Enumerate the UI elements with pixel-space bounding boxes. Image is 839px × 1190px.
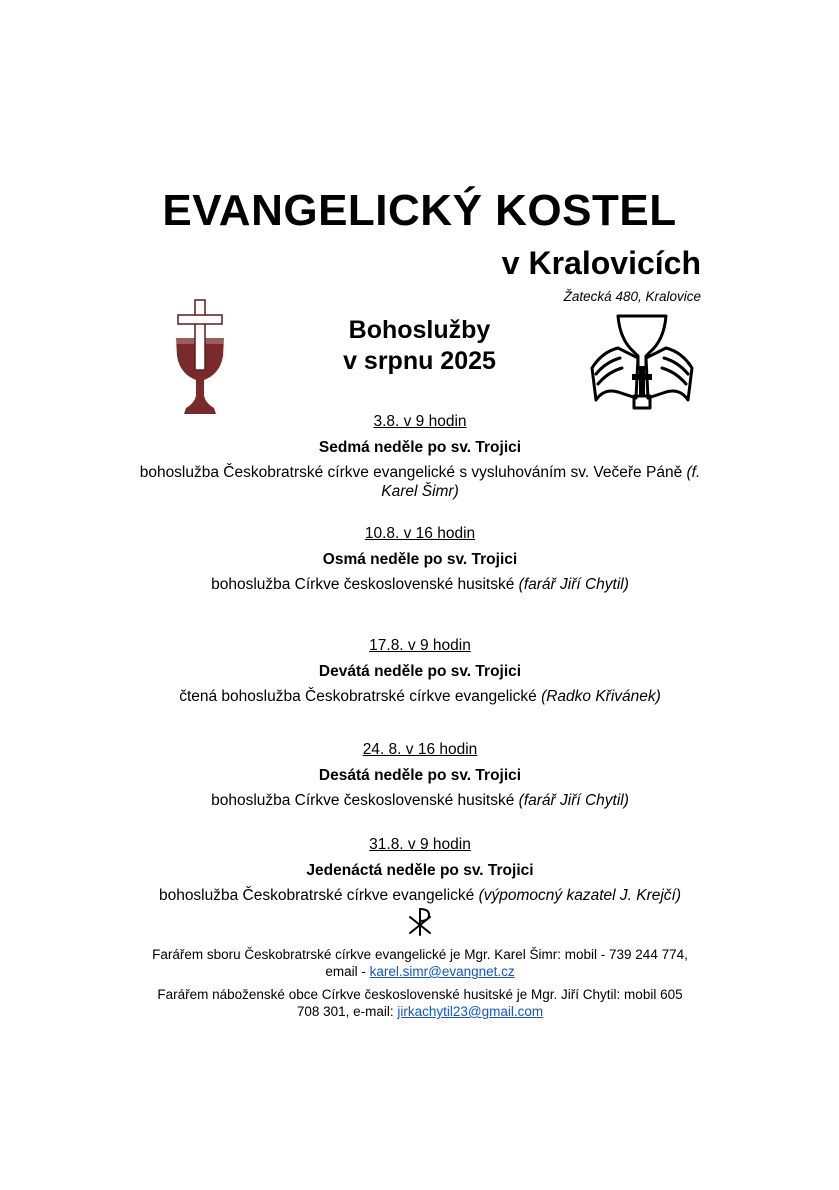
service-desc-text: bohoslužba Českobratrské církve evangelické bbox=[158, 887, 475, 904]
contact-hussite bbox=[120, 986, 720, 1020]
service-name: Sedmá neděle po sv. Trojici bbox=[318, 439, 522, 456]
service-date: 10.8. v 16 hodin bbox=[364, 525, 476, 542]
headline-line-1: Bohoslužby bbox=[348, 316, 491, 344]
email-link[interactable]: jirkachytil23@gmail.com bbox=[397, 1004, 544, 1019]
chi-rho-icon bbox=[407, 905, 433, 937]
service-description bbox=[120, 687, 720, 706]
service-date: 24. 8. v 16 hodin bbox=[362, 741, 478, 758]
contact-email-prefix: email - bbox=[325, 964, 370, 979]
service-item bbox=[120, 740, 720, 835]
service-item bbox=[120, 524, 720, 636]
service-officiant: (farář Jiří Chytil) bbox=[518, 576, 629, 593]
contact-email-prefix: 708 301, e-mail: bbox=[296, 1004, 398, 1019]
service-desc-text: čtená bohoslužba Českobratrské církve evangelické bbox=[179, 688, 537, 705]
service-description bbox=[120, 463, 720, 501]
service-officiant: (f. Karel Šimr) bbox=[381, 464, 701, 500]
service-officiant: (Radko Křivánek) bbox=[541, 688, 661, 705]
service-list bbox=[120, 412, 720, 905]
headline-line-2: v srpnu 2025 bbox=[343, 347, 496, 375]
service-date: 3.8. v 9 hodin bbox=[373, 413, 467, 430]
contact-text: Farářem náboženské obce Církve československé husitské je Mgr. Jiří Chytil: mobil 605 bbox=[157, 987, 683, 1002]
service-description bbox=[120, 886, 720, 905]
contact-footer bbox=[120, 946, 720, 1026]
service-name: Desátá neděle po sv. Trojici bbox=[318, 767, 522, 784]
contact-evangelical bbox=[120, 946, 720, 980]
page-title: EVANGELICKÝ KOSTEL bbox=[162, 186, 677, 235]
chi-rho-container bbox=[0, 905, 839, 942]
service-date: 31.8. v 9 hodin bbox=[369, 836, 471, 853]
service-name: Jedenáctá neděle po sv. Trojici bbox=[306, 862, 534, 879]
service-officiant: (farář Jiří Chytil) bbox=[518, 792, 629, 809]
church-address: Žatecká 480, Kralovice bbox=[563, 289, 701, 304]
service-date: 17.8. v 9 hodin bbox=[369, 637, 471, 654]
email-link[interactable]: karel.simr@evangnet.cz bbox=[369, 964, 515, 979]
service-item bbox=[120, 636, 720, 740]
service-desc-text: bohoslužba Českobratrské církve evangelické s vysluhováním sv. Večeře Páně bbox=[139, 464, 683, 481]
service-desc-text: bohoslužba Církve československé husitské bbox=[211, 576, 515, 593]
service-name: Osmá neděle po sv. Trojici bbox=[322, 551, 518, 568]
service-description bbox=[120, 575, 720, 594]
services-headline bbox=[0, 315, 839, 377]
service-officiant: (výpomocný kazatel J. Krejčí) bbox=[478, 887, 682, 904]
contact-text: Farářem sboru Českobratrské církve evangelické je Mgr. Karel Šimr: mobil - 739 244 774, bbox=[152, 947, 688, 962]
page-subtitle: v Kralovicích bbox=[501, 245, 701, 281]
service-item bbox=[120, 835, 720, 905]
service-item bbox=[120, 412, 720, 524]
service-desc-text: bohoslužba Církve československé husitské bbox=[211, 792, 515, 809]
service-description bbox=[120, 791, 720, 810]
service-name: Devátá neděle po sv. Trojici bbox=[318, 663, 522, 680]
